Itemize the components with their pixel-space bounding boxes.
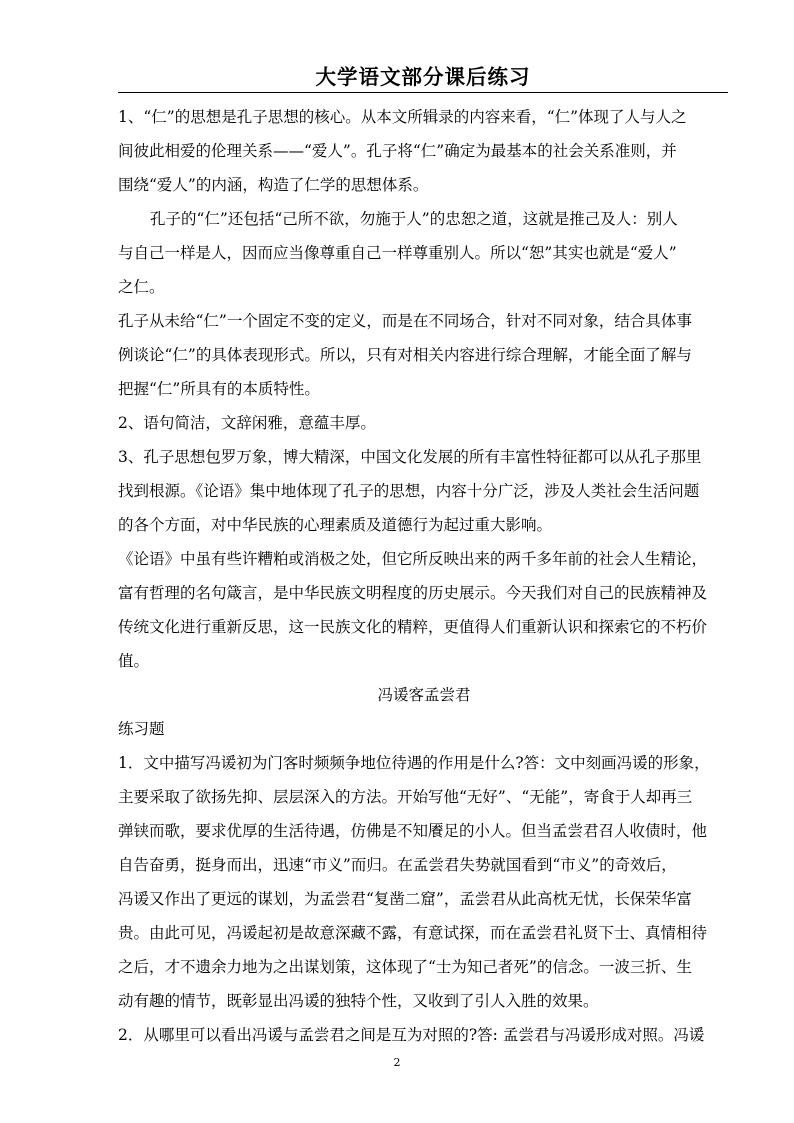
- exercise-label: 练习题: [118, 720, 165, 738]
- paragraph-line: 自告奋勇，挺身而出，迅速“市义”而归。在孟尝君失势就国看到“市义”的奇效后，: [118, 856, 677, 874]
- paragraph-line: 2．从哪里可以看出冯谖与孟尝君之间是互为对照的?答: 孟尝君与冯谖形成对照。冯谖: [118, 1026, 705, 1044]
- section-heading: 冯谖客孟尝君: [377, 686, 471, 704]
- paragraph-line: 弹铗而歌，要求优厚的生活待遇，仿佛是不知餍足的小人。但当孟尝君召人收债时，他: [118, 822, 708, 840]
- paragraph-line: 3、孔子思想包罗万象，博大精深，中国文化发展的所有丰富性特征都可以从孔子那里: [118, 448, 702, 466]
- paragraph-line: 值。: [118, 652, 150, 670]
- paragraph-line: 1、“仁”的思想是孔子思想的核心。从本文所辑录的内容来看，“仁”体现了人与人之: [118, 108, 687, 126]
- paragraph-line: 1．文中描写冯谖初为门客时频频争地位待遇的作用是什么?答：文中刻画冯谖的形象，: [118, 754, 710, 772]
- paragraph-line: 孔子从未给“仁”一个固定不变的定义，而是在不同场合，针对不同对象，结合具体事: [118, 312, 692, 330]
- paragraph-line: 传统文化进行重新反思，这一民族文化的精粹，更值得人们重新认识和探索它的不朽价: [118, 618, 708, 636]
- paragraph-line: 例谈论“仁”的具体表现形式。所以，只有对相关内容进行综合理解，才能全面了解与: [118, 346, 692, 364]
- paragraph-line: 的各个方面，对中华民族的心理素质及道德行为起过重大影响。: [118, 516, 553, 534]
- document-body: [118, 100, 730, 1052]
- paragraph-line: 冯谖又作出了更远的谋划，为孟尝君“复凿二窟”，孟尝君从此高枕无忧，长保荣华富: [118, 890, 692, 908]
- paragraph-line: 贵。由此可见，冯谖起初是故意深藏不露，有意试探，而在孟尝君礼贤下士、真情相待: [118, 924, 708, 942]
- paragraph-line: 孔子的“仁”还包括“己所不欲，勿施于人”的忠恕之道，这就是推己及人：别人: [150, 210, 678, 228]
- paragraph-line: 之后，才不遗余力地为之出谋划策，这体现了“士为知己者死”的信念。一波三折、生: [118, 958, 692, 976]
- header-rule: [118, 92, 728, 93]
- page-header: [118, 54, 728, 94]
- page-title: 大学语文部分课后练习: [315, 65, 531, 89]
- page-number: 2: [393, 1056, 401, 1069]
- paragraph-line: 主要采取了欲扬先抑、层层深入的方法。开始写他“无好”、“无能”，寄食于人却再三: [118, 788, 693, 806]
- paragraph-line: 把握“仁”所具有的本质特性。: [118, 380, 320, 398]
- paragraph-line: 动有趣的情节，既彰显出冯谖的独特个性，又收到了引人入胜的效果。: [118, 992, 599, 1010]
- paragraph-line: 2、语句简洁，文辞闲雅，意蕴丰厚。: [118, 414, 376, 432]
- paragraph-line: 之仁。: [118, 278, 165, 296]
- paragraph-line: 与自己一样是人，因而应当像尊重自己一样尊重别人。所以“恕”其实也就是“爱人”: [118, 244, 677, 262]
- paragraph-line: 间彼此相爱的伦理关系——“爱人”。孔子将“仁”确定为最基本的社会关系准则，并: [118, 142, 677, 160]
- paragraph-line: 《论语》中虽有些许糟粕或消极之处，但它所反映出来的两千多年前的社会人生精论，: [118, 550, 708, 568]
- paragraph-line: 围绕“爱人”的内涵，构造了仁学的思想体系。: [118, 176, 429, 194]
- paragraph-line: 找到根源。《论语》集中地体现了孔子的思想，内容十分广泛，涉及人类社会生活问题: [118, 482, 700, 500]
- paragraph-line: 富有哲理的名句箴言，是中华民族文明程度的历史展示。今天我们对自己的民族精神及: [118, 584, 708, 602]
